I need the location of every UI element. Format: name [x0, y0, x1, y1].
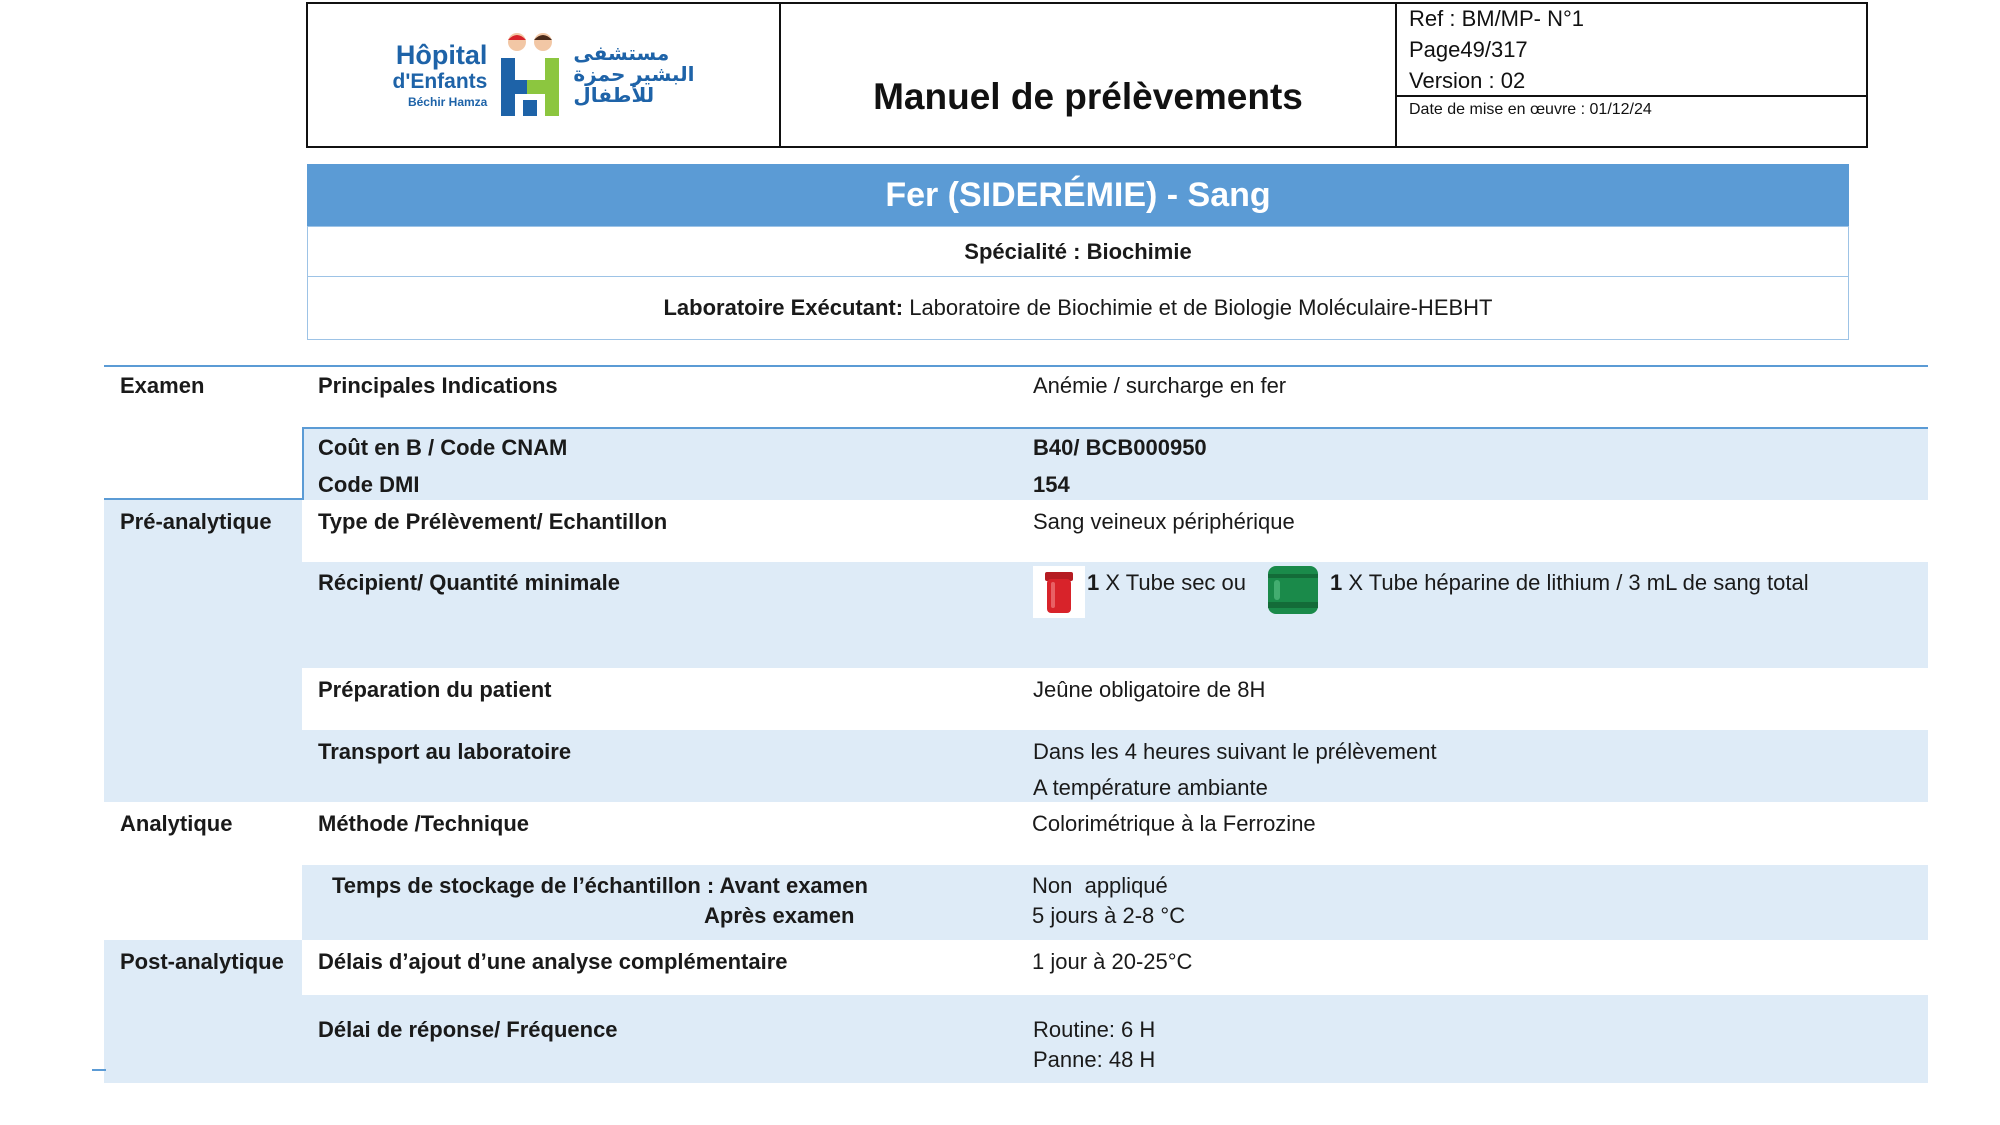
logo-ar-line1: مستشفى	[573, 42, 670, 65]
dmi-value: 154	[1033, 472, 1070, 497]
methode-label: Méthode /Technique	[318, 811, 530, 836]
exam-title-banner	[307, 164, 1849, 226]
cout-value: B40/ BCB000950	[1033, 435, 1207, 460]
logo-ar-line2: البشير حمزة	[573, 63, 695, 86]
stockage-value-avant: Non appliqué	[1032, 873, 1168, 898]
type-label: Type de Prélèvement/ Echantillon	[318, 509, 668, 534]
reponse-value-1: Routine: 6 H	[1033, 1017, 1156, 1042]
preparation-value: Jeûne obligatoire de 8H	[1033, 677, 1266, 702]
section-pre-analytique: Pré-analytique	[120, 509, 272, 534]
indications-value: Anémie / surcharge en fer	[1033, 373, 1287, 398]
header-title-cell	[779, 2, 1397, 148]
preparation-label: Préparation du patient	[318, 677, 552, 702]
logo-fr-line3: Béchir Hamza	[407, 95, 488, 109]
recipient-qty-1: 1	[1087, 570, 1100, 595]
laboratoire-row	[307, 276, 1849, 340]
section-analytique: Analytique	[120, 811, 233, 836]
header-logo-cell	[306, 2, 781, 148]
pre-analytique-side-band	[104, 500, 302, 802]
green-tube-icon	[1264, 564, 1322, 618]
recipient-value-1	[1087, 570, 1246, 596]
transport-label: Transport au laboratoire	[318, 739, 572, 764]
recipient-value-2	[1330, 570, 1809, 596]
stockage-label-apres: Après examen	[704, 903, 855, 928]
hospital-logo	[308, 4, 779, 146]
logo-fr-line1: Hôpital	[395, 40, 488, 70]
header-date-cell	[1395, 95, 1868, 148]
reponse-label: Délai de réponse/ Fréquence	[318, 1017, 618, 1042]
document-ref: Ref : BM/MP- N°1	[1409, 6, 1585, 31]
delais-label: Délais d’ajout d’une analyse complémentaire	[318, 949, 788, 974]
document-date: Date de mise en œuvre : 01/12/24	[1409, 101, 1652, 118]
section-examen: Examen	[120, 373, 205, 398]
logo-french-text	[393, 42, 488, 108]
reponse-value-2: Panne: 48 H	[1033, 1047, 1156, 1072]
table-top-rule	[104, 365, 1928, 367]
stockage-value-apres: 5 jours à 2-8 °C	[1032, 903, 1186, 928]
transport-value-2: A température ambiante	[1033, 775, 1268, 800]
exam-title: Fer (SIDERÉMIE) - Sang	[885, 176, 1271, 214]
delais-value: 1 jour à 20-25°C	[1032, 949, 1193, 974]
specialite-row	[307, 226, 1849, 278]
logo-arabic-text	[573, 44, 694, 107]
laboratoire-value: Laboratoire de Biochimie et de Biologie Moléculaire-HEBHT	[903, 295, 1493, 320]
indications-label: Principales Indications	[318, 373, 558, 398]
methode-value: Colorimétrique à la Ferrozine	[1032, 811, 1316, 836]
transport-value-1: Dans les 4 heures suivant le prélèvement	[1033, 739, 1437, 764]
recipient-text-1: X Tube sec ou	[1099, 570, 1247, 595]
red-tube-icon	[1033, 566, 1085, 618]
logo-fr-line2: d'Enfants	[392, 70, 488, 93]
recipient-qty-2: 1	[1330, 570, 1343, 595]
specialite-text: Spécialité : Biochimie	[964, 239, 1192, 264]
cout-label: Coût en B / Code CNAM	[318, 435, 568, 460]
document-page: Page49/317	[1409, 37, 1528, 62]
type-value: Sang veineux périphérique	[1033, 509, 1295, 534]
stockage-label-avant: Temps de stockage de l’échantillon : Avant examen	[332, 873, 868, 898]
recipient-text-2: X Tube héparine de lithium / 3 mL de sang total	[1342, 570, 1809, 595]
header-meta-cell	[1395, 2, 1868, 97]
document-title: Manuel de prélèvements	[873, 76, 1303, 117]
logo-ar-line3: للأطفال	[573, 84, 655, 107]
document-version: Version : 02	[1409, 68, 1526, 93]
hospital-emblem-icon	[497, 30, 563, 120]
table-bottom-tick	[92, 1069, 106, 1071]
dmi-label: Code DMI	[318, 472, 420, 497]
laboratoire-label: Laboratoire Exécutant:	[663, 295, 904, 320]
section-post-analytique: Post-analytique	[120, 949, 284, 974]
recipient-label: Récipient/ Quantité minimale	[318, 570, 620, 595]
